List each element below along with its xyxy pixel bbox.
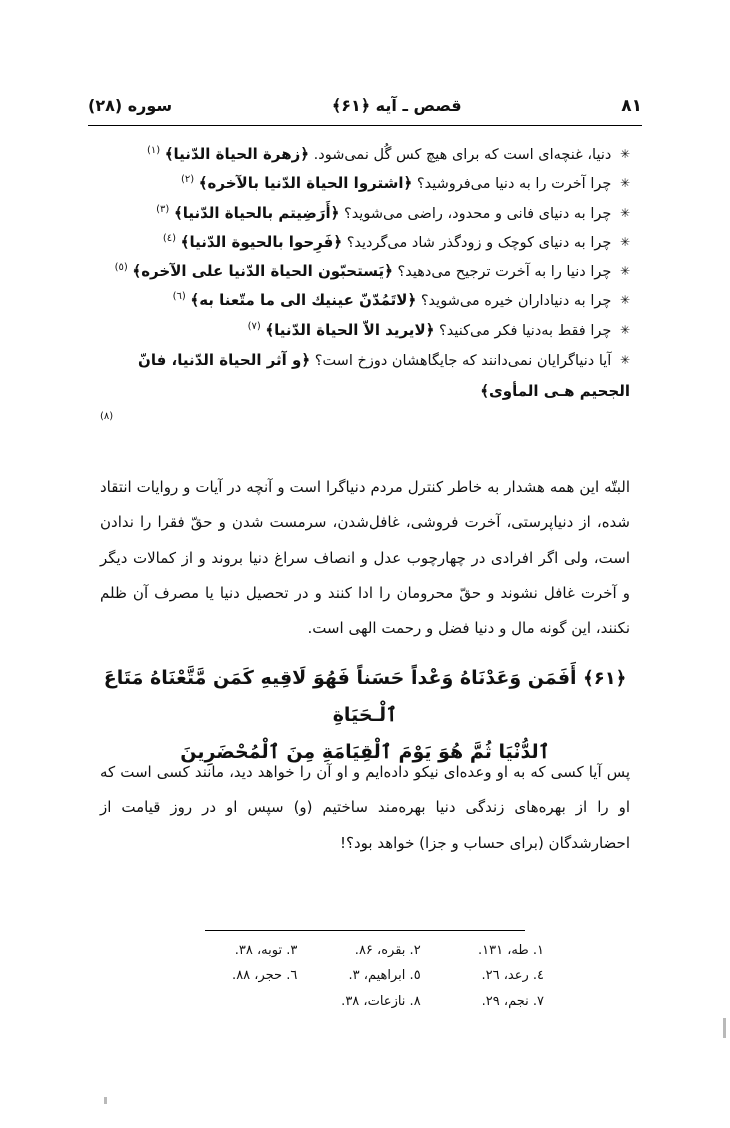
scan-artifact bbox=[104, 1097, 107, 1104]
footnote-entry bbox=[180, 989, 303, 1014]
commentary-paragraph: البتّه این همه هشدار به خاطر کنترل مردم دنیاگرا است و آنچه در آیات و روایات انتقاد شده، از دنیاپرستی، آخرت فروشی، غافل‌شدن، سرمست شدن و حقّ فقرا را ندادن است، ولی اگر افرادی در چهارچوب عدل و انصاف سراغ دنیا بروند و از کمالات دیگر و آخرت غافل نشوند و حقّ محرومان را ادا کنند و در تحصیل دنیا یا مصرف آن ظلم نکنند، این گونه مال و دنیا فضل و رحمت الهی است. bbox=[100, 478, 630, 637]
quran-quote: ﴿أَرَضِيتم بالحياة الدّنيا﴾ bbox=[173, 203, 340, 222]
footnote-marker: (۲) bbox=[180, 174, 195, 186]
quran-quote: ﴿لايريد الاّ الحياة الدّنيا﴾ bbox=[265, 320, 435, 339]
bullet-star-icon: ✳ bbox=[619, 205, 630, 220]
bullet-star-icon: ✳ bbox=[619, 322, 630, 337]
quran-quote: ﴿فَرِحوا بالحيوة الدّنيا﴾ bbox=[180, 232, 343, 251]
footnote-marker: (٤) bbox=[162, 232, 177, 244]
quran-quote: ﴿زهرة الحياة الدّنيا﴾ bbox=[164, 145, 310, 163]
bullet-star-icon: ✳ bbox=[619, 147, 630, 161]
quran-quote: ﴿اشتروا الحياة الدّنيا بالآخره﴾ bbox=[198, 174, 413, 193]
bullet-star-icon: ✳ bbox=[619, 352, 630, 367]
question-text: چرا آخرت را به دنیا می‌فروشید؟ bbox=[416, 176, 612, 193]
bullet-star-icon: ✳ bbox=[619, 264, 630, 279]
footnote-row bbox=[180, 989, 550, 1014]
quran-quote: ﴿لاتَمُدّنّ عينيك الى ما متّعنا به﴾ bbox=[190, 291, 417, 310]
footnote-marker: (۱) bbox=[146, 145, 161, 157]
bullet-star-icon: ✳ bbox=[619, 176, 630, 191]
bullet-star-icon: ✳ bbox=[619, 293, 630, 308]
footnote-marker: (٦) bbox=[172, 291, 186, 303]
footnote-divider bbox=[205, 930, 525, 931]
verse-line-2: ٱلدُّنْيَا ثُمَّ هُوَ يَوْمَ ٱلْقِيَامَةِ مِنَ ٱلْمُحْضَرِينَ bbox=[180, 741, 550, 764]
scan-artifact bbox=[723, 1018, 726, 1038]
footnote-entry: ۲. بقره، ۸۶. bbox=[354, 943, 421, 958]
list-item bbox=[100, 316, 630, 345]
bullet-star-icon: ✳ bbox=[619, 234, 630, 249]
footnote-marker: (٥) bbox=[114, 262, 128, 274]
footnote-marker: (۸) bbox=[100, 410, 114, 422]
verse-line-1: أَفَمَن وَعَدْنَاهُ وَعْداً حَسَناً فَهُوَ لَاقِيهِ كَمَن مَّتَّعْنَاهُ مَتَاعَ ٱلْـحَيَاةِ bbox=[103, 667, 577, 727]
question-text: آیا دنیاگرایان نمی‌دانند که جایگاهشان دوزخ است؟ bbox=[314, 352, 612, 369]
footnote-entry: ۱. طه، ۱۳۱. bbox=[478, 943, 544, 958]
question-text: چرا به دنیای کوچک و زودگذر شاد می‌گردید؟ bbox=[346, 234, 612, 251]
footnote-entry: ۳. توبه، ۳۸. bbox=[234, 943, 298, 958]
list-item bbox=[100, 199, 630, 228]
list-item bbox=[100, 286, 630, 315]
quran-quote: ﴿و آثر الحياة الدّنيا، فانّ الجحيم هـى المأوى﴾ bbox=[138, 350, 630, 400]
footnote-entry: ۸. نازعات، ۳۸. bbox=[341, 993, 421, 1009]
question-text: دنیا، غنچه‌ای است که برای هیچ کس گُل نمی‌شود. bbox=[313, 147, 612, 163]
running-head bbox=[88, 96, 642, 116]
question-text: چرا دنیا را به آخرت ترجیح می‌دهید؟ bbox=[397, 264, 612, 281]
footnote-entry: ٤. رعد، ۲٦. bbox=[481, 968, 544, 984]
page-number: ۸۱ bbox=[621, 96, 642, 116]
list-item bbox=[100, 228, 630, 257]
question-text: چرا فقط به‌دنیا فکر می‌کنید؟ bbox=[439, 322, 612, 339]
list-item bbox=[100, 257, 630, 286]
verse-number: ﴿۶۱﴾ bbox=[583, 668, 627, 689]
question-text: چرا به دنیاداران خیره می‌شوید؟ bbox=[420, 293, 612, 310]
footnote-row bbox=[180, 938, 550, 963]
header-sura: سوره (۲۸) bbox=[88, 96, 173, 115]
header-ayah: قصص ـ آیه ﴿۶۱﴾ bbox=[331, 96, 462, 115]
footnote-area bbox=[180, 938, 550, 1014]
footnote-marker: (۳) bbox=[156, 203, 170, 215]
footnote-entry: ٦. حجر، ۸۸. bbox=[232, 968, 298, 984]
footnote-entry: ۷. نجم، ۲۹. bbox=[481, 993, 544, 1009]
list-item bbox=[100, 169, 630, 198]
footnote-marker: (۷) bbox=[247, 320, 261, 332]
question-list bbox=[100, 140, 630, 427]
verse-translation: پس آیا کسی که به او وعده‌ای نیکو داده‌ایم و او آن را خواهد دید، مانند کسی است که او را از بهره‌های زندگی دنیا بهره‌مند ساختیم (و) سپس او در روز قیامت از احضارشدگان (برای حساب و جزا) خواهد بود؟! bbox=[100, 763, 630, 852]
footnote-entry: ٥. ابراهیم، ۳. bbox=[348, 968, 421, 984]
header-divider bbox=[88, 125, 642, 126]
question-text: چرا به دنیای فانی و محدود، راضی می‌شوید؟ bbox=[344, 205, 612, 222]
list-item bbox=[100, 345, 630, 427]
footnote-row bbox=[180, 963, 550, 988]
quran-quote: ﴿يَستحبّون الحياة الدّنيا على الآخره﴾ bbox=[132, 262, 393, 281]
list-item bbox=[100, 140, 630, 169]
